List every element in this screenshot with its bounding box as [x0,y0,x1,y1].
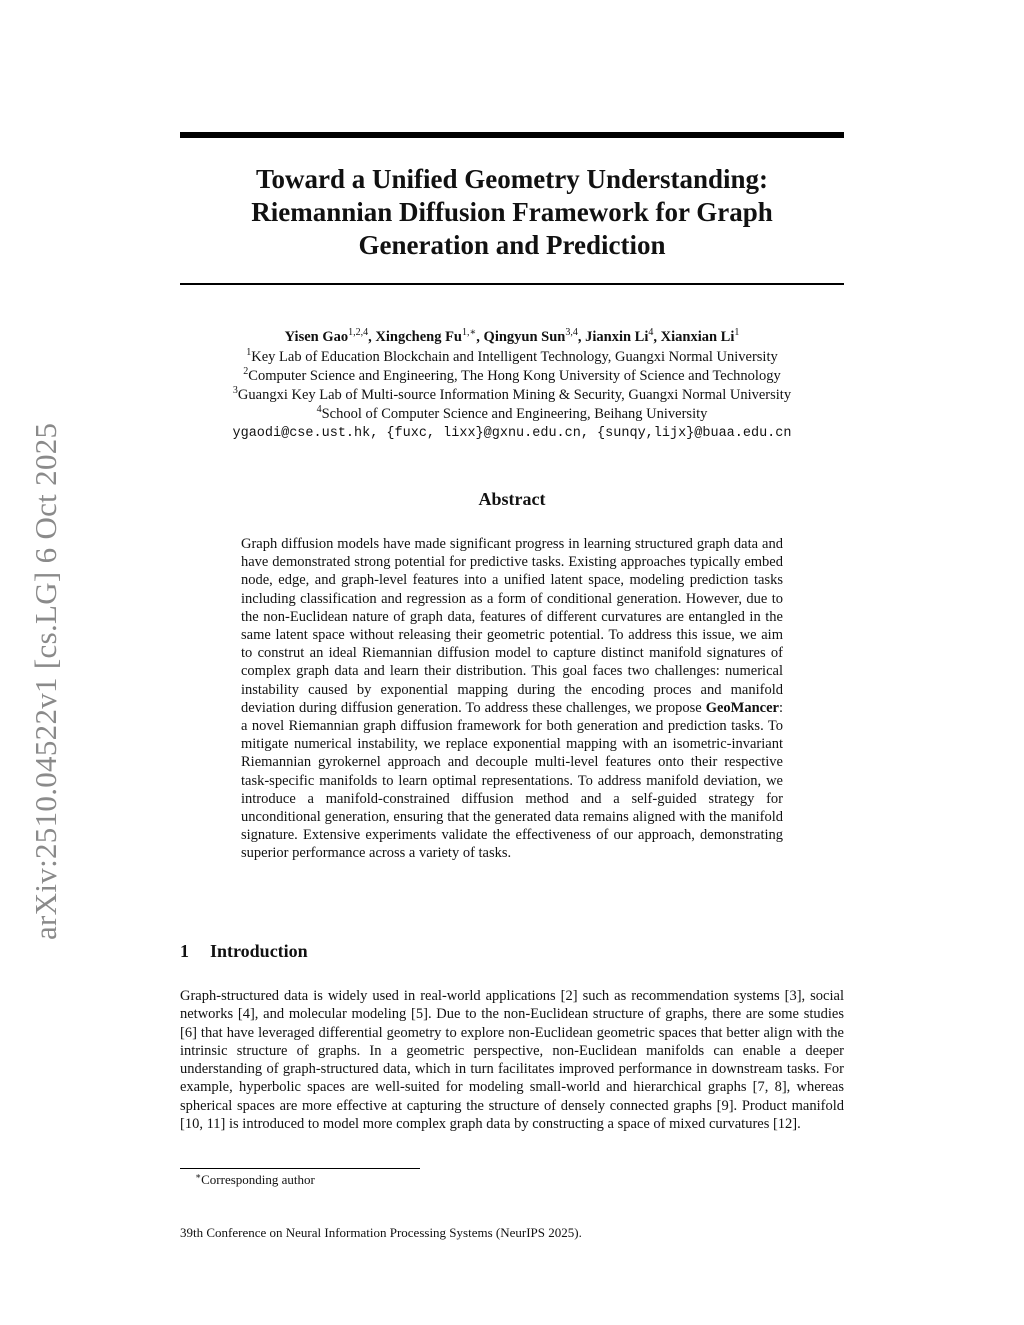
author-emails: ygaodi@cse.ust.hk, {fuxc, lixx}@gxnu.edu.cn, {sunqy,lijx}@buaa.edu.cn [232,426,792,441]
section-title: Introduction [210,941,308,961]
title-top-rule [180,132,844,138]
title-line-2: Riemannian Diffusion Framework for Graph [251,197,773,227]
abstract-heading: Abstract [478,489,546,509]
author-affil-sup: 1,∗ [462,327,477,338]
affiliation: $^1$Key Lab of Education Blockchain and Intelligent Technology, Guangxi Normal University [246,347,778,365]
introduction-paragraph: Graph-structured data is widely used in real-world applications [2] such as recommendation systems [3], social networks [4], and molecular modeling [5]. Due to the non-Euclidean structure of graphs, there are some studies [6] that have leveraged differential geometry to explore non-Euclidean geometric spaces that better align with the intrinsic structure of graphs. In a geometric perspective, non-Euclidean manifolds can enable a deeper understanding of graph-structured data, which in turn facilitates improved performance in downstream tasks. For example, hyperbolic spaces are well-suited for modeling small-world and hierarchical graphs [7, 8], whereas spherical spaces are more effective at capturing the structure of densely connected graphs [9]. Product manifold [10, 11] is introduced to model more complex graph data by constructing a space of mixed curvatures [12]. [180,988,844,1133]
footnote-rule [180,1168,420,1169]
paper-title [180,163,844,262]
title-line-1: Toward a Unified Geometry Understanding: [255,164,768,194]
abstract-text: Graph diffusion models have made significant progress in learning structured graph data and have demonstrated strong potential for predictive tasks. Existing approaches typically embed node, edge, and graph-level features into a unified latent space, modeling prediction tasks including classification and regression as a form of conditional generation. However, due to the non-Euclidean nature of graph data, features of different curvatures are entangled in the same latent space without releasing their geometric potential. To address this issue, we aim to construt an ideal Riemannian diffusion model to capture distinct manifold signatures of complex graph data and learn their distribution. This goal faces two challenges: numerical instability caused by exponential mapping during the encoding proces and manifold deviation during diffusion generation. To address these challenges, we propose GeoMancer: a novel Riemannian graph diffusion framework for both generation and prediction tasks. To mitigate numerical instability, we replace exponential mapping with an isometric-invariant Riemannian gyrokernel approach and decouple multi-level features onto their respective task-specific manifolds to learn optimal representations. To address manifold deviation, we introduce a manifold-constrained diffusion method and a self-guided strategy for unconditional generation, ensuring that the generated data remains aligned with the manifold signature. Extensive experiments validate the effectiveness of our approach, demonstrating superior performance across a variety of tasks. [241,536,783,862]
affiliation: $^4$School of Computer Science and Engineering, Beihang University [316,404,708,422]
arxiv-identifier: arXiv:2510.04522v1 [cs.LG] 6 Oct 2025 [28,422,63,940]
author-name: Qingyun Sun [483,329,566,345]
affiliation: $^2$Computer Science and Engineering, The Hong Kong University of Science and Technology [243,366,781,384]
author-affil-sup: 4 [648,327,654,338]
title-line-3: Generation and Prediction [358,230,666,260]
author-name: Jianxin Li [585,329,649,345]
author-name: Yisen Gao [284,329,349,345]
section-heading [180,941,308,962]
venue-note: 39th Conference on Neural Information Processing Systems (NeurIPS 2025). [180,1225,582,1240]
author-affil-sup: 3,4 [565,327,578,338]
author-list: Yisen Gao$^{1,2,4}$, Xingcheng $Fu^{1,∗}$, Qingyun Sun$^{3,4}$, Jianxin Li$^4$, Xianxian Li$^1$ [284,327,740,345]
affiliations [150,348,874,443]
affiliation: $^3$Guangxi Key Lab of Multi-source Information Mining & Security, Guangxi Normal University [232,385,792,403]
author-name: Xianxian Li [660,329,735,345]
author-affil-sup: 1,2,4 [348,327,369,338]
model-name: GeoMancer [705,699,779,716]
author-affil-sup: 1 [734,327,740,338]
footnote: ∗Corresponding author [195,1171,315,1187]
section-number: 1 [180,941,189,961]
title-bottom-rule [180,283,844,285]
author-name: Xingcheng Fu [375,329,462,345]
